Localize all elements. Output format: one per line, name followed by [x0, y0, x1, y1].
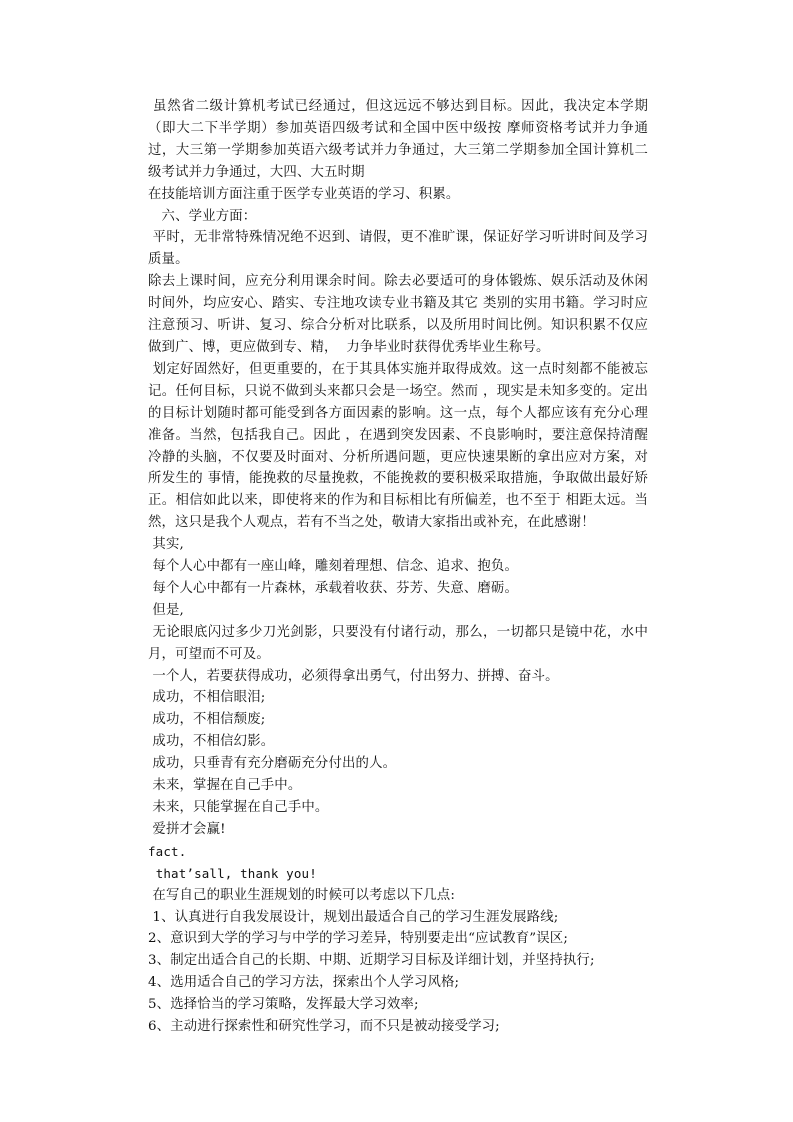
- line-however: 但是,: [148, 602, 184, 618]
- line-future-own-hands: 未来，掌握在自己手中。: [148, 778, 302, 794]
- line-success-favors: 成功，只垂青有充分磨砺充分付出的人。: [148, 756, 397, 772]
- paragraph-career-intro: 在写自己的职业生涯规划的时候可以考虑以下几点:: [148, 887, 455, 903]
- document-page: [148, 96, 648, 1038]
- list-item-3: 3、制定出适合自己的长期、中期、近期学习目标及详细计划，并坚持执行;: [148, 953, 595, 969]
- line-in-fact: 其实,: [148, 537, 184, 553]
- list-item-6: 6、主动进行探索性和研究性学习，而不只是被动接受学习;: [148, 1019, 500, 1035]
- line-fact: fact.: [148, 843, 187, 859]
- line-forest: 每个人心中都有一片森林，承载着收获、芬芳、失意、磨砺。: [148, 580, 519, 596]
- line-success-tears: 成功，不相信眼泪;: [148, 690, 266, 706]
- paragraph-exam-plan: 虽然省二级计算机考试已经通过，但这远远不够达到目标。因此，我决定本学期（即大二下半学期）参加英语四级考试和全国中医中级按 摩师资格考试并力争通过，大三第一学期参加英语六级考试并力争通过，大三第二学期参加全国计算机二级考试并力争通过，大四、大五时期: [148, 99, 648, 180]
- paragraph-action: 无论眼底闪过多少刀光剑影，只要没有付诸行动，那么，一切都只是镜中花，水中月，可望而不可及。: [148, 624, 648, 662]
- list-item-5: 5、选择恰当的学习策略，发挥最大学习效率;: [148, 997, 419, 1013]
- line-success-requires: 一个人，若要获得成功，必须得拿出勇气，付出努力、拼搏、奋斗。: [148, 668, 559, 684]
- paragraph-attendance: 平时，无非常特殊情况绝不迟到、请假，更不准旷课，保证好学习听讲时间及学习质量。: [148, 230, 648, 268]
- line-success-decadence: 成功，不相信颓废;: [148, 712, 266, 728]
- paragraph-skill-training: 在技能培训方面注重于医学专业英语的学习、积累。: [148, 186, 460, 202]
- line-future-only-own-hands: 未来，只能掌握在自己手中。: [148, 800, 329, 815]
- line-mountain: 每个人心中都有一座山峰，雕刻着理想、信念、追求、抱负。: [148, 559, 519, 575]
- paragraph-spare-time: 除去上课时间，应充分利用课余时间。除去必要适可的身体锻炼、娱乐活动及休闲时间外，均应安心、踏实、专注地攻读专业书籍及其它 类别的实用书籍。学习时应注意预习、听讲、复习、综合分析对比联系，以及所用时间比例。知识积累不仅应做到广、博，更应做到专、精， 力争毕业时获得优秀毕业生称号。: [148, 274, 648, 355]
- section-heading-academics: 六、学业方面：: [148, 208, 257, 224]
- list-item-1: 1、认真进行自我发展设计，规划出最适合自己的学习生涯发展路线;: [148, 909, 559, 925]
- list-item-4: 4、选用适合自己的学习方法，探索出个人学习风格;: [148, 975, 460, 991]
- list-item-2: 2、意识到大学的学习与中学的学习差异，特别要走出“应试教育”误区;: [148, 931, 568, 947]
- paragraph-implementation: 划定好固然好，但更重要的，在于其具体实施并取得成效。这一点时刻都不能被忘记。任何目标，只说不做到头来都只会是一场空。然而 ，现实是未知多变的。定出的目标计划随时都可能受到各方面因素的影响。这一点，每个人都应该有充分心理准备。当然，包括我自己。因此 ，在遇到突发因素、不良影响时，要注意保持清醒冷静的头脑，不仅要及时面对、分析所遇问题，更应快速果断的拿出应对方案，对所发生的 事情，能挽救的尽量挽救，不能挽救的要积极采取措施，争取做出最好矫正。相信如此以来，即使将来的作为和目标相比有所偏差，也不至于 相距太远。当然，这只是我个人观点，若有不当之处，敬请大家指出或补充，在此感谢！: [148, 361, 648, 531]
- line-thank-you: that’sall, thank you!: [148, 865, 317, 881]
- line-success-illusion: 成功，不相信幻影。: [148, 734, 275, 750]
- line-fight-to-win: 爱拼才会赢!: [148, 821, 226, 837]
